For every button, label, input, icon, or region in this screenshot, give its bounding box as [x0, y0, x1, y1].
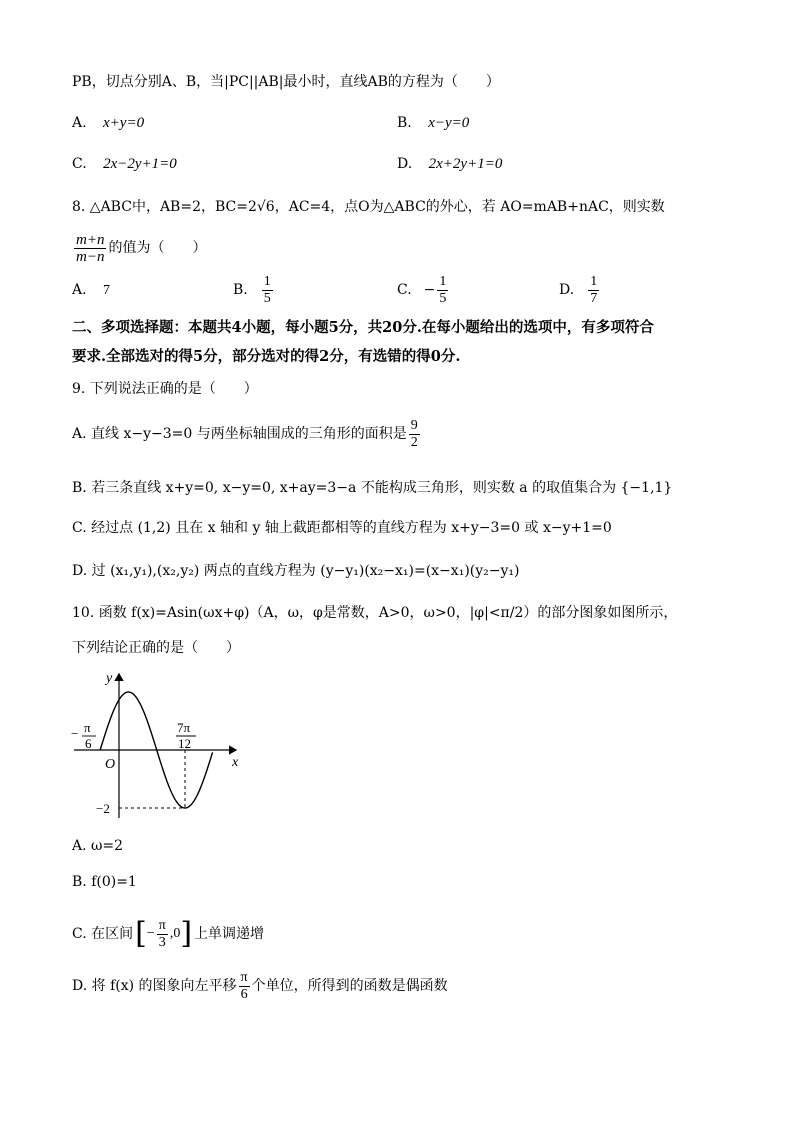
graph-left-num: π — [84, 720, 91, 735]
q7-option-b — [397, 113, 469, 133]
q8-option-c-label: C. — [397, 282, 412, 298]
q7-option-b-text: x−y=0 — [428, 115, 470, 131]
graph-right-num: 7π — [177, 720, 191, 735]
q8-option-a-label: A. — [72, 282, 87, 298]
q10-option-c-zero: ,0 — [169, 926, 181, 941]
q8-option-a-text: 7 — [103, 283, 111, 298]
graph-left-den: 6 — [85, 736, 92, 751]
q7-option-c-label: C. — [72, 156, 87, 172]
graph-x-label: x — [232, 755, 239, 770]
q8-frac-den: m−n — [76, 248, 105, 265]
q10-option-a: A. ω=2 — [72, 838, 124, 854]
q8-stem-line2 — [72, 230, 206, 266]
q7-option-a-label: A. — [72, 115, 87, 131]
q7-option-d-text: 2x+2y+1=0 — [428, 156, 503, 172]
q8-option-d — [559, 270, 601, 310]
graph-min-label: −2 — [96, 801, 110, 816]
q8-option-c-sign: − — [423, 282, 436, 298]
q8-option-b-frac — [262, 274, 273, 307]
q8-frac-num: m+n — [76, 231, 105, 248]
q10-stem: 10. 函数 f(x)=Asin(ωx+φ)（A，ω，φ是常数，A>0，ω>0，|φ|<π/2）的部分图象如图所示， — [72, 605, 678, 621]
q10-option-b: B. f(0)=1 — [72, 874, 137, 890]
q10-option-d-frac — [239, 970, 250, 1003]
graph-left-sign: − — [71, 726, 79, 741]
q10-option-d-num: π — [240, 969, 248, 985]
q9-option-d: D. 过 (x₁,y₁),(x₂,y₂) 两点的直线方程为 (y−y₁)(x₂−x₁)=(x−x₁)(y₂−y₁) — [72, 563, 520, 579]
q8-fraction — [74, 232, 106, 265]
q10-option-c-minus: − — [146, 926, 155, 941]
q10-option-d — [72, 966, 448, 1006]
q7-option-c — [72, 154, 177, 174]
q10-option-c-den: 3 — [158, 934, 166, 950]
q8-stem: 8. △ABC中，AB=2，BC=2√6，AC=4，点O为△ABC的外心，若 AO=mAB+nAC，则实数 — [72, 199, 665, 215]
q9-option-a-num: 9 — [410, 417, 418, 433]
q10-option-c-bracket-left: [ — [135, 916, 147, 951]
q8-option-d-den: 7 — [590, 290, 598, 306]
q10-option-d-post: 个单位，所得到的函数是偶函数 — [251, 978, 448, 994]
q8-option-c-frac — [437, 274, 448, 307]
q7-option-d — [397, 154, 502, 174]
q9-option-a-frac — [409, 418, 420, 451]
q10-option-c-bracket-right: ] — [180, 916, 193, 951]
q8-option-c — [397, 270, 450, 310]
graph-y-label: y — [106, 671, 113, 686]
q9-option-c: C. 经过点 (1,2) 且在 x 轴和 y 轴上截距都相等的直线方程为 x+y−3=0 或 x−y+1=0 — [72, 520, 612, 536]
q7-option-c-text: 2x−2y+1=0 — [103, 156, 177, 172]
q8-option-b-num: 1 — [263, 273, 271, 289]
q8-option-d-num: 1 — [590, 273, 598, 289]
graph-right-den: 12 — [178, 736, 191, 751]
q8-option-c-den: 5 — [439, 290, 447, 306]
q7-option-a — [72, 113, 144, 133]
q10-stem-line2: 下列结论正确的是（ ） — [72, 640, 240, 656]
graph-origin-label: O — [105, 757, 116, 772]
q8-stem-tail: 的值为（ ） — [108, 240, 207, 256]
q9-option-a-text: A. 直线 x−y−3=0 与两坐标轴围成的三角形的面积是 — [72, 426, 407, 442]
q9-option-b: B. 若三条直线 x+y=0, x−y=0, x+ay=3−a 不能构成三角形，则实数 a 的取值集合为 {−1,1} — [72, 480, 673, 496]
q7-option-d-label: D. — [397, 156, 413, 172]
q10-graph — [70, 668, 250, 828]
section2-line2: 要求.全部选对的得5分，部分选对的得2分，有选错的得0分. — [72, 348, 461, 365]
q8-option-c-num: 1 — [439, 273, 447, 289]
q10-option-d-den: 6 — [240, 986, 248, 1002]
q8-option-a — [72, 280, 110, 301]
q9-stem: 9. 下列说法正确的是（ ） — [72, 381, 258, 397]
q10-option-c — [72, 912, 264, 956]
q7-option-a-text: x+y=0 — [103, 115, 145, 131]
q10-option-c-post: 上单调递增 — [194, 926, 265, 942]
q8-option-b-den: 5 — [263, 290, 271, 306]
q8-option-d-label: D. — [559, 282, 575, 298]
q8-option-b — [233, 270, 275, 310]
q7-option-b-label: B. — [397, 115, 412, 131]
q8-option-b-label: B. — [233, 282, 248, 298]
q10-option-c-num: π — [158, 917, 166, 933]
q9-option-a — [72, 414, 422, 454]
q10-option-d-pre: D. 将 f(x) 的图象向左平移 — [72, 978, 237, 994]
q9-option-a-den: 2 — [410, 434, 418, 450]
q8-option-d-frac — [588, 274, 599, 307]
q7-stem-tail: PB，切点分别A、B，当|PC||AB|最小时，直线AB的方程为（ ） — [72, 74, 500, 90]
q10-option-c-pre: C. 在区间 — [72, 926, 134, 942]
q10-option-c-frac — [157, 918, 168, 951]
section2-line1: 二、多项选择题：本题共4小题，每小题5分，共20分.在每小题给出的选项中，有多项符合 — [72, 319, 654, 336]
